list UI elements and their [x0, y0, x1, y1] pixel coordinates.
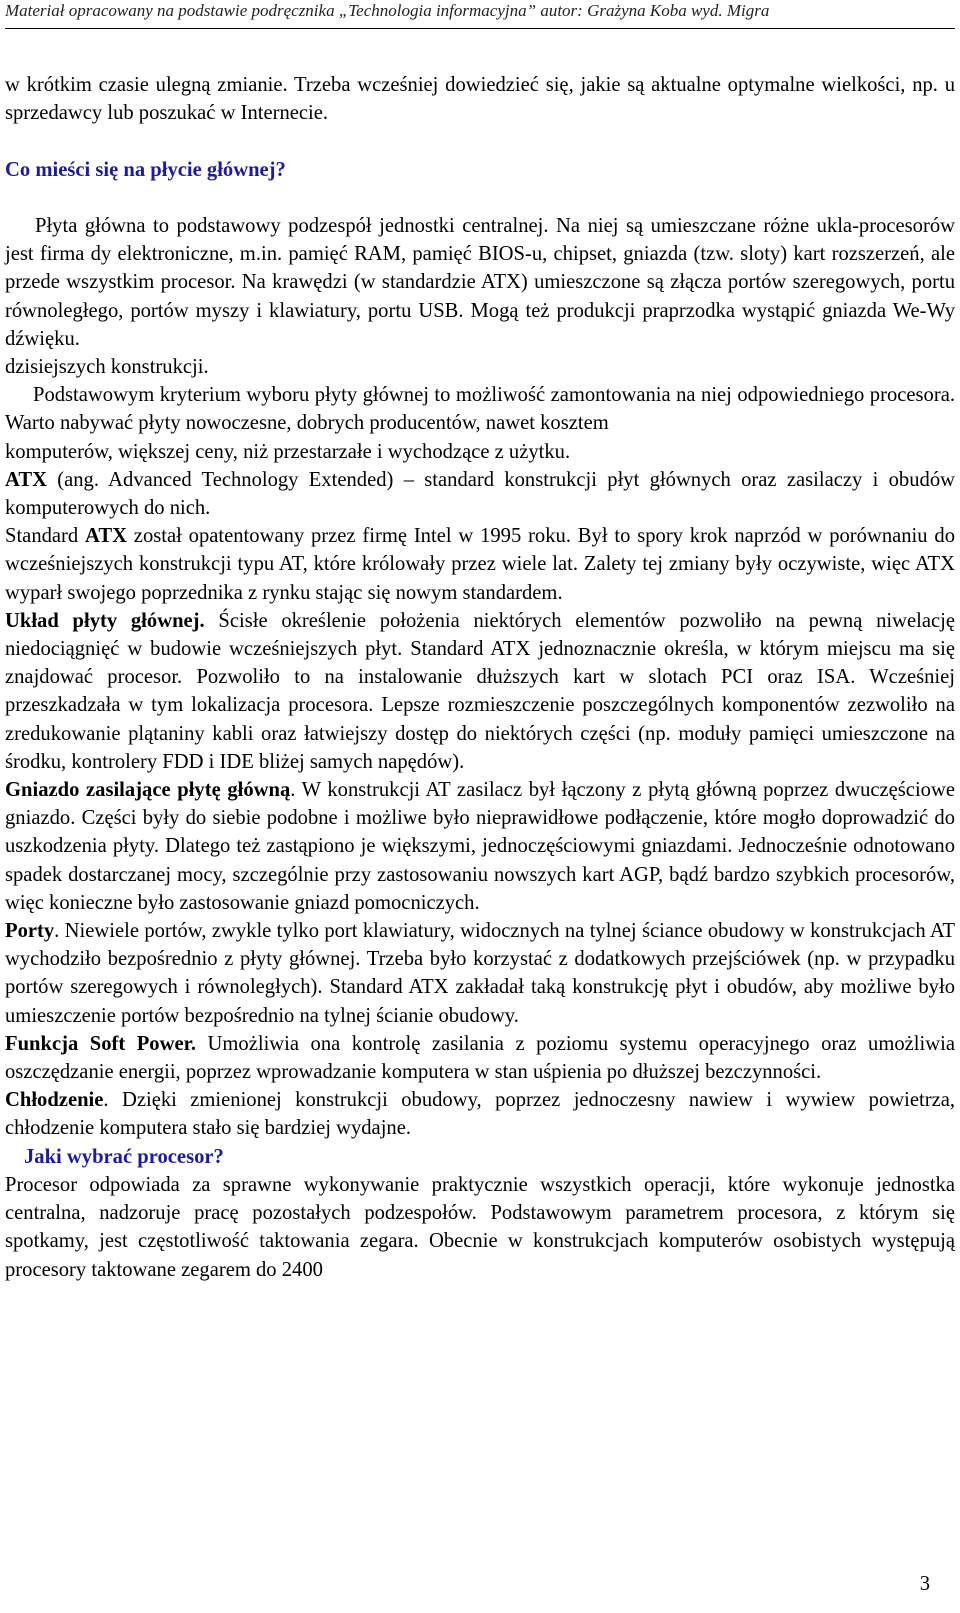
term-soft-power: Funkcja Soft Power. — [5, 1032, 197, 1055]
power-socket-text: . W konstrukcji AT zasilacz był łączony z płytą główną poprzez dwuczęściowe gniazdo. Części były do siebie podobne i możliwe było nieprawidłowe podłączenie, które mogło doprowadzić do uszkodzenia płyty. Dlatego też zastąpiono je większymi, jednoczęściowymi gniazdami. Jednocześnie odnotowano spadek dostarczanej mocy, szczególnie przy zastosowaniu nowszych kart AGP, bądź bardzo szybkich procesorów, więc konieczne było zastosowanie gniazd pomocniczych. — [5, 779, 955, 914]
paragraph-ports — [5, 917, 955, 1030]
heading-mainboard: Co mieści się na płycie głównej? — [5, 158, 286, 181]
term-board-layout: Układ płyty głównej. — [5, 609, 205, 632]
term-power-socket: Gniazdo zasilające płytę główną — [5, 779, 291, 802]
paragraph-intro: w krótkim czasie ulegną zmianie. Trzeba wcześniej dowiedzieć się, jakie są aktualne optymalne wielkości, np. u sprzedawcy lub poszukać w Internecie. — [5, 74, 955, 125]
ports-text: . Niewiele portów, zwykle tylko port klawiatury, widocznych na tylnej ściance obudowy w konstrukcjach AT wychodziło bezpośrednio z płyty głównej. Trzeba było korzystać z dodatkowych przejściówek (np. w przypadku portów szeregowych i równoległych). Standard ATX zakładał taką konstrukcję płyt i obudów, aby możliwe było umieszczenie portów bezpośrednio na tylnej ścianie obudowy. — [5, 920, 955, 1027]
paragraph-soft-power — [5, 1030, 955, 1086]
paragraph-mainboard: Płyta główna to podstawowy podzespół jednostki centralnej. Na niej są umieszczane różne ukla-procesorów jest firma dy elektroniczne, m.in. pamięć RAM, pamięć BIOS-u, chipset, gniazda (tzw. sloty) kart rozszerzeń, ale przede wszystkim procesor. Na krawędzi (w standardzie ATX) umieszczone są złącza portów szeregowych, portu równoległego, portów myszy i klawiatury, portu USB. Mogą też produkcji praprzodka wystąpić gniazda We-Wy dźwięku. — [5, 214, 955, 350]
paragraph-criteria-cont: komputerów, większej ceny, niż przestarzałe i wychodzące z użytku. — [5, 440, 571, 463]
paragraph-cpu: Procesor odpowiada za sprawne wykonywanie praktycznie wszystkich operacji, które wykonuje jednostka centralna, nadzoruje pracę pozostałych podzespołów. Podstawowym parametrem procesora, z którym się spotkamy, jest częstotliwość taktowania zegara. Obecnie w konstrukcjach komputerów osobistych występują procesory taktowane zegarem do 2400 — [5, 1173, 955, 1281]
spacer — [5, 184, 955, 212]
term-cooling: Chłodzenie — [5, 1089, 104, 1112]
heading-cpu: Jaki wybrać procesor? — [24, 1145, 224, 1168]
atx-definition-text: (ang. Advanced Technology Extended) – standard konstrukcji płyt głównych oraz zasilaczy i obudów komputerowych do nich. — [5, 468, 955, 520]
paragraph-criteria: Podstawowym kryterium wyboru płyty głównej to możliwość zamontowania na niej odpowiedniego procesora. Warto nabywać płyty nowoczesne, dobrych producentów, nawet kosztem — [5, 384, 955, 435]
page-header: Materiał opracowany na podstawie podręcznika „Technologia informacyjna” autor: Grażyna Koba wyd. Migra — [5, 1, 770, 20]
board-layout-text: Ścisłe określenie położenia niektórych elementów pozwoliło na pewną niwelację niedociągnięć w budowie wcześniejszych płyt. Standard ATX jednoznacznie określa, w którym miejscu ma się znajdować procesor. Pozwoliło to na instalowanie dłuższych kart w slotach PCI oraz ISA. Wcześniej przeszkadzała w tym lokalizacja procesora. Lepsze rozmieszczenie poszczególnych komponentów zezwoliło na zredukowanie plątaniny kabli oraz łatwiejszy dostęp do niektórych części (np. moduły pamięci umieszczone na środku, kontrolery FDD i IDE bliżej samych napędów). — [5, 609, 955, 773]
document-body — [5, 71, 955, 1284]
cooling-text: . Dzięki zmienionej konstrukcji obudowy, poprzez jednoczesny nawiew i wywiew powietrza, chłodzenie komputera stało się bardziej wydajne. — [5, 1089, 955, 1140]
atx-history-text: został opatentowany przez firmę Intel w 1995 roku. Był to spory krok naprzód w porównaniu do wcześniejszych konstrukcji typu AT, które królowały przez wiele lat. Zalety tej zmiany były oczywiste, więc ATX wyparł swojego poprzednika z rynku stając się nowym standardem. — [5, 525, 955, 604]
spacer — [5, 127, 955, 155]
term-ports: Porty — [5, 920, 55, 943]
paragraph-fragment: dzisiejszych konstrukcji. — [5, 356, 209, 378]
page-number: 3 — [919, 1573, 930, 1595]
header-divider — [5, 28, 955, 29]
term-atx-inline: ATX — [85, 525, 127, 548]
soft-power-text: Umożliwia ona kontrolę zasilania z poziomu systemu operacyjnego oraz umożliwia oszczędzanie energii, poprzez wprowadzanie komputera w stan uśpienia po dłuższej bezczynności. — [5, 1032, 955, 1084]
paragraph-atx-definition — [5, 466, 955, 522]
paragraph-atx-history — [5, 522, 955, 607]
term-atx: ATX — [5, 468, 47, 491]
atx-history-start: Standard — [5, 525, 86, 548]
paragraph-power-socket — [5, 776, 955, 917]
paragraph-board-layout — [5, 607, 955, 776]
paragraph-cooling — [5, 1086, 955, 1142]
